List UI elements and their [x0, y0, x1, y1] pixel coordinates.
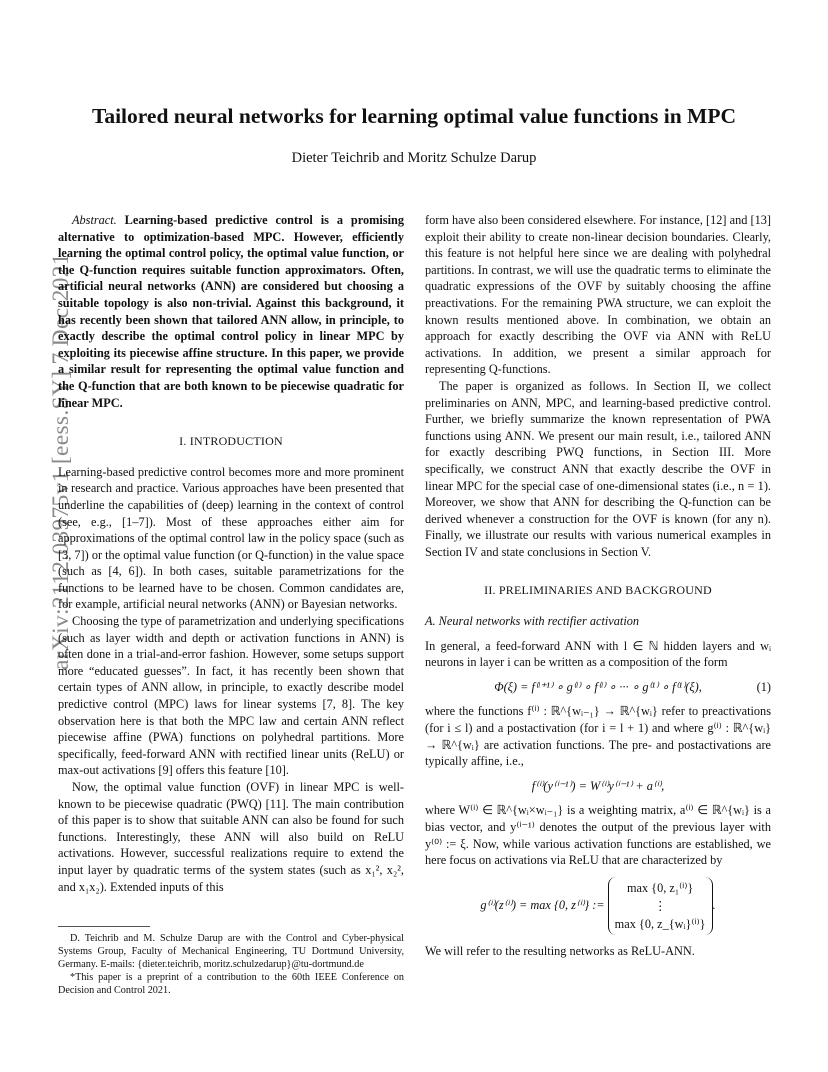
left-column — [58, 212, 404, 895]
equation-3: g⁽ⁱ⁾(z⁽ⁱ⁾) = max {0, z⁽ⁱ⁾} := max {0, z₁⁽ⁱ⁾} ⋮ max {0, z_{wᵢ}⁽ⁱ⁾} . — [425, 877, 771, 935]
footnote-preprint: *This paper is a preprint of a contribution to the 60th IEEE Conference on Decision and Control 2021. — [58, 972, 404, 996]
arxiv-stamp — [12, 253, 74, 670]
arxiv-stamp-text: arXiv:2112.03975v1 [eess.SY] 7 Dec 2021 — [48, 253, 74, 670]
paper-authors: Dieter Teichrib and Moritz Schulze Darup — [291, 150, 537, 166]
intro-paragraph-2: Choosing the type of parametrization and underlying specifications (such as layer width and depth or activation functions in ANN) is often done in a trial-and-error fashion. However, some setups support more “educated guesses”. In fact, it has recently been shown that certain types of ANN allow, in principle, to exactly describe model predictive control (MPC) laws for linear systems [7, 8]. The key observation here is that both the MPC law and certain ANN reflect piecewise affine (PWA) functions on polyhedral partitions. More specifically, feed-forward ANN with rectified linear units (ReLU) or max-out activations [9] offers this feature [10]. — [58, 614, 404, 778]
subsection-paragraph-1: In general, a feed-forward ANN with l ∈ ℕ hidden layers and wᵢ neurons in layer i can be written as a composition of the form — [425, 638, 771, 670]
equation-3-vector — [608, 877, 713, 935]
subsection-paragraph-3: where W⁽ⁱ⁾ ∈ ℝ^{wᵢ×wᵢ₋₁} is a weighting matrix, a⁽ⁱ⁾ ∈ ℝ^{wᵢ} is a bias vector, and y⁽ⁱ⁻¹⁾ denotes the output of the previous layer with y⁽⁰⁾ := ξ. Now, while various activation functions are established, we here focus on activations via ReLU that are characterized by — [425, 803, 771, 868]
footnotes — [58, 932, 404, 997]
subsection-paragraph-2: where the functions f⁽ⁱ⁾ : ℝ^{wᵢ₋₁} → ℝ^{wᵢ} refer to preactivations (for i ≤ l) and a postactivation (for i = l + 1) and where g⁽ⁱ⁾ : ℝ^{wᵢ} → ℝ^{wᵢ} are activation functions. The pre- and postactivations are typically affine, i.e., — [425, 704, 771, 769]
intro-paragraph-3: Now, the optimal value function (OVF) in linear MPC is well-known to be piecewise quadratic (PWQ) [11]. The main contribution of this paper is to show that suitable ANN can also be found for such functions. Interestingly, these ANN will also build on ReLU activations. However, successful realizations require to extend the input layer by quadratic terms of the system states (such as x₁², x₂², and x₁x₂). Extended inputs of this — [58, 780, 404, 894]
equation-3-row-2: ⋮ — [653, 898, 667, 913]
equation-3-row-3: max {0, z_{wᵢ}⁽ⁱ⁾} — [614, 916, 706, 931]
right-column — [425, 212, 771, 959]
abstract-text: Learning-based predictive control is a promising alternative to optimization-based MPC. However, efficiently learning the optimal control policy, the optimal value function, or the Q-function requires suitable function approximators. Often, artificial neural networks (ANN) are considered but choosing a suitable topology is also non-trivial. Against this background, it has recently been shown that tailored ANN allow, in principle, to exactly describe the optimal control policy in linear MPC by exploiting its piecewise affine structure. In this paper, we provide a similar result for representing the optimal value function and the Q-function that are both known to be piecewise quadratic for linear MPC. — [58, 213, 404, 410]
equation-2 — [425, 778, 771, 795]
equation-3-lhs: g⁽ⁱ⁾(z⁽ⁱ⁾) = max {0, z⁽ⁱ⁾} := — [480, 897, 605, 912]
equation-1-body: Φ(ξ) = f⁽ˡ⁺¹⁾ ∘ g⁽ˡ⁾ ∘ f⁽ˡ⁾ ∘ ··· ∘ g⁽¹⁾ ∘ f⁽¹⁾(ξ), — [494, 679, 702, 694]
paper-title: Tailored neural networks for learning optimal value functions in MPC — [91, 104, 737, 128]
intro-paragraph-1: Learning-based predictive control becomes more and more prominent in research and practice. Various approaches have been presented that underline the capabilities of (deep) learning in the context of control (see, e.g., [1–7]). Most of these approaches either aim for approximations of the optimal control law in the policy space (such as [3, 7]) or the optimal value function (or Q-function) in the value space (such as [4, 6]). In both cases, suitable parametrizations for the functions to be learned have to be chosen. Common candidates are, for example, artificial neural networks (ANN) or Bayesian networks. — [58, 464, 404, 612]
equation-3-row-1: max {0, z₁⁽ⁱ⁾} — [626, 880, 694, 895]
section-heading-preliminaries: II. PRELIMINARIES AND BACKGROUND — [484, 583, 712, 598]
subsection-heading-neural-networks: A. Neural networks with rectifier activation — [425, 614, 640, 629]
section-heading-introduction: I. INTRODUCTION — [179, 434, 283, 449]
subsection-paragraph-4: We will refer to the resulting networks as ReLU-ANN. — [425, 943, 695, 958]
equation-2-body: f⁽ⁱ⁾(y⁽ⁱ⁻¹⁾) = W⁽ⁱ⁾y⁽ⁱ⁻¹⁾ + a⁽ⁱ⁾, — [531, 778, 665, 793]
footnote-affiliation: D. Teichrib and M. Schulze Darup are with the Control and Cyber-physical Systems Group, Faculty of Mechanical Engineering, TU Dortmund University, Germany. E-mails: {dieter.teichrib, moritz.schulzedarup}@tu-dortmund.de — [58, 933, 404, 970]
abstract — [58, 212, 404, 411]
equation-1-number: (1) — [756, 679, 771, 694]
equation-1 — [425, 679, 771, 696]
right-paragraph-1: form have also been considered elsewhere. For instance, [12] and [13] exploit their ability to create non-linear decision boundaries. Clearly, this feature is not helpful here since we are dealing with polyhedral partitions. In contrast, we will use the quadratic terms to eliminate the quadratic expressions of the OVF by suitably choosing the affine preactivations. For the remaining PWA structure, we can exploit the known results mentioned above. In combination, we obtain an approach for exactly describing the OVF via ANN with ReLU activations. In addition, we present a similar approach for representing Q-functions. — [425, 213, 771, 377]
right-paragraph-2: The paper is organized as follows. In Section II, we collect preliminaries on ANN, MPC, and learning-based predictive control. Further, we briefly summarize the known representation of PWA functions using ANN. We present our main result, i.e., tailored ANN for exactly describing PWQ functions, in Section III. More specifically, we construct ANN that exactly describe the OVF in linear MPC for the special case of one-dimensional states (i.e., n = 1). Moreover, we show that ANN for describing the Q-function can be derived whenever a construction for the OVF is known (for any n). Finally, we illustrate our results with various numerical examples in Section IV and state conclusions in Section V. — [425, 378, 771, 559]
footnote-rule — [58, 926, 150, 927]
abstract-label: Abstract. — [72, 213, 117, 227]
